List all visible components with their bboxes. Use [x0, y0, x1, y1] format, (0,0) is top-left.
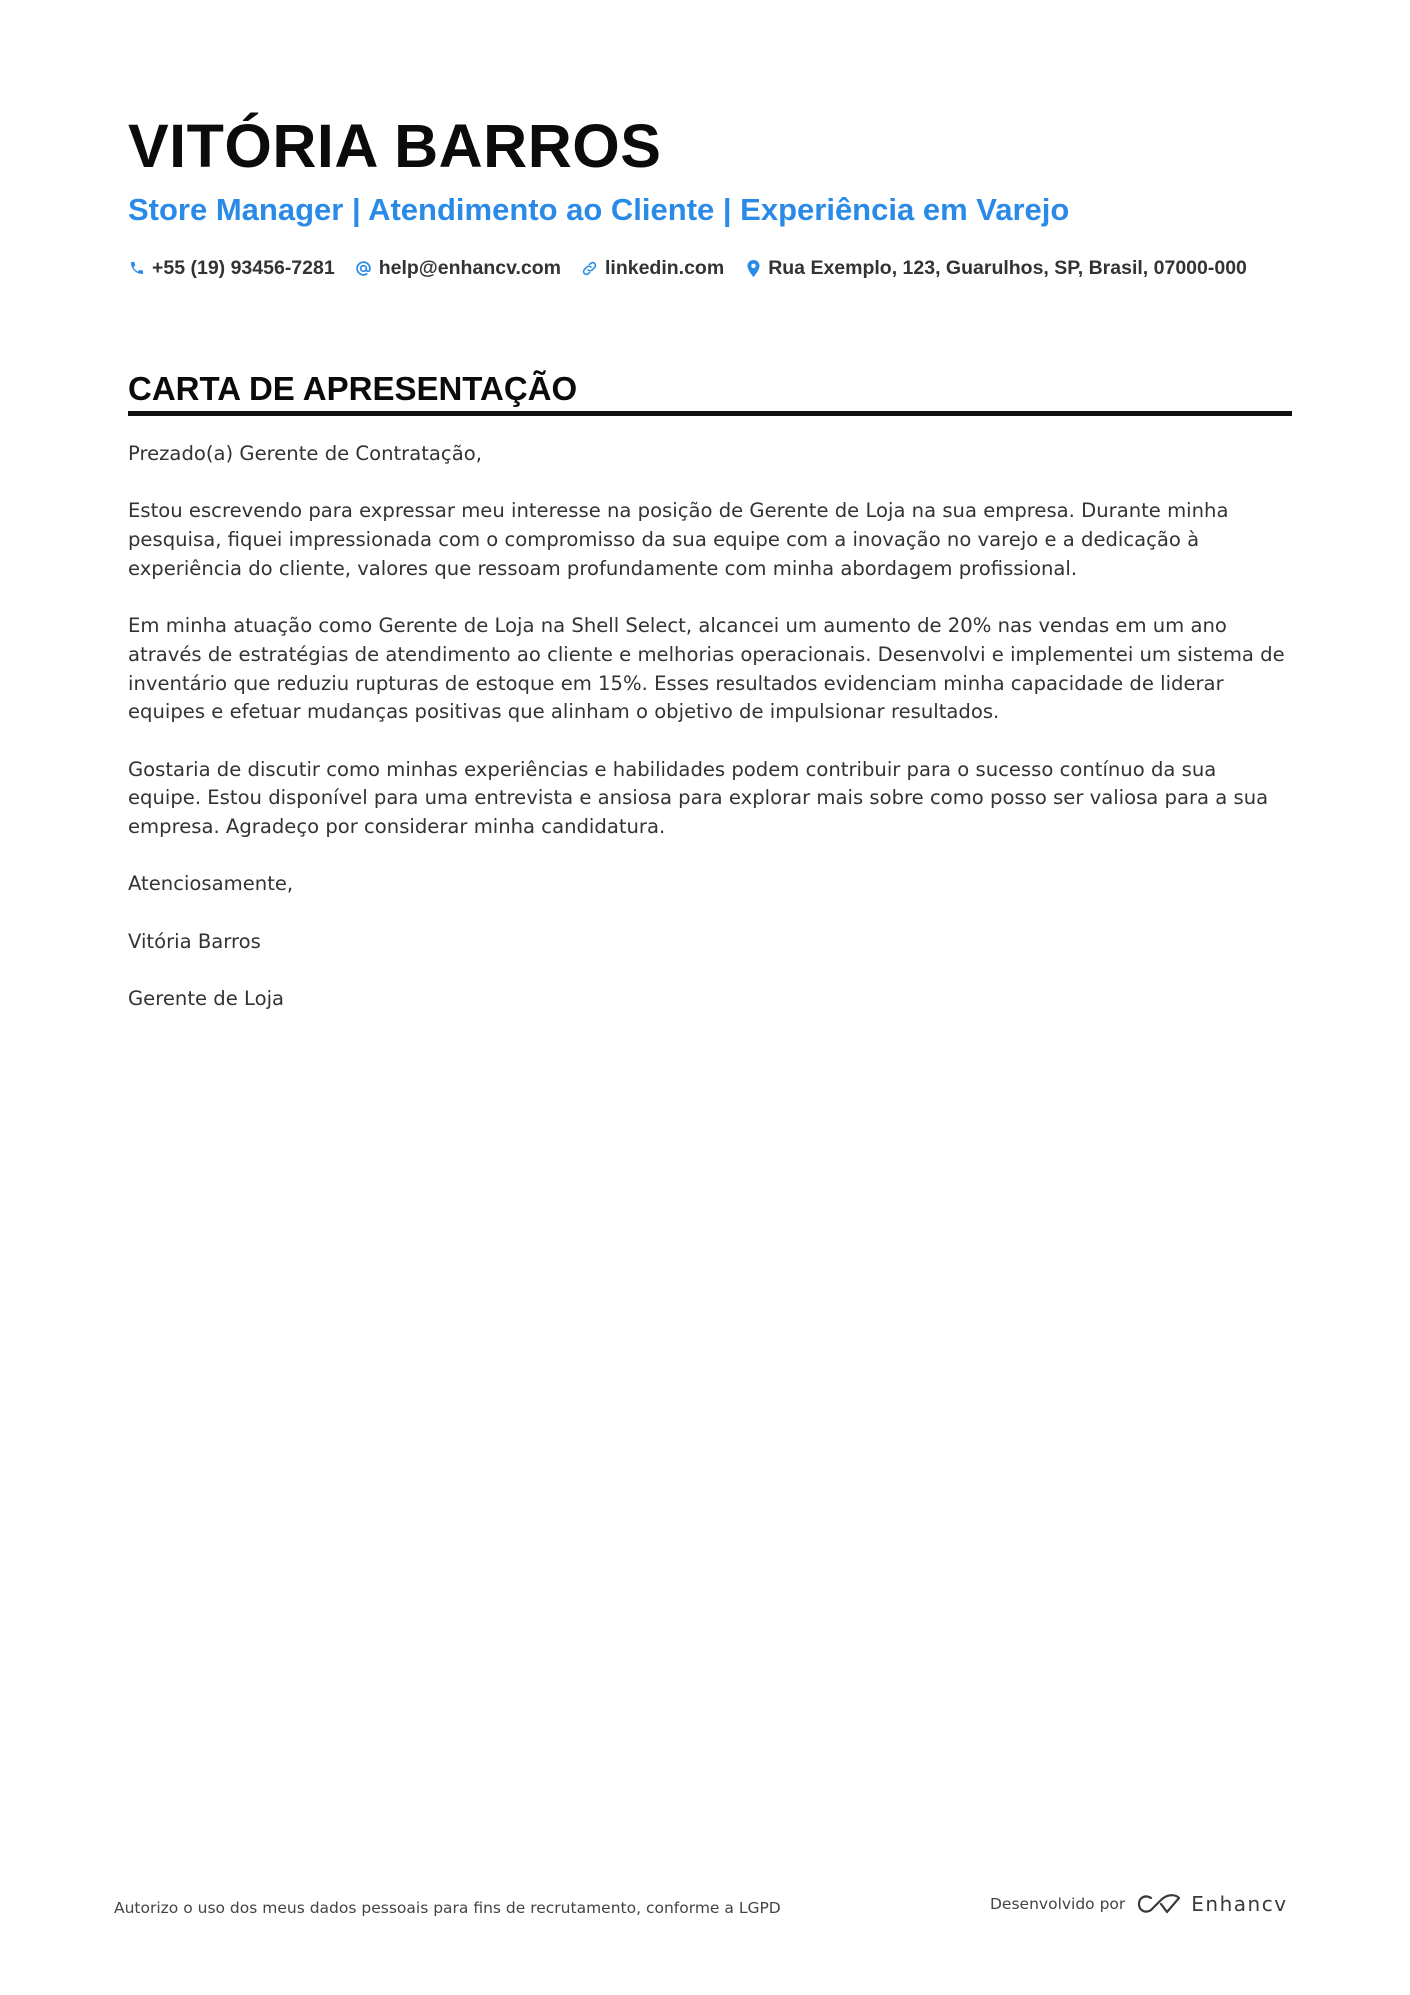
location-pin-icon: [744, 259, 762, 277]
contact-phone[interactable]: [128, 254, 335, 282]
phone-icon: [128, 259, 146, 277]
linkedin-text: linkedin.com: [604, 257, 725, 279]
section-title: CARTA DE APRESENTAÇÃO: [128, 370, 578, 407]
candidate-name: VITÓRIA BARROS: [128, 112, 662, 180]
contact-email[interactable]: [355, 254, 561, 282]
brand-name: Enhancv: [1191, 1892, 1288, 1916]
letter-greeting: Prezado(a) Gerente de Contratação,: [128, 442, 482, 465]
signature-title: Gerente de Loja: [128, 987, 285, 1011]
email-text: help@enhancv.com: [378, 257, 561, 279]
letter-closing: Atenciosamente,: [128, 872, 294, 896]
lgpd-consent-note: Autorizo o uso dos meus dados pessoais para fins de recrutamento, conforme a LGPD: [114, 1899, 781, 1917]
contact-bar: [128, 254, 1267, 282]
letter-paragraph: Em minha atuação como Gerente de Loja na Shell Select, alcancei um aumento de 20% nas vendas em um ano através de estratégias de atendimento ao cliente e melhorias operacionais. Desenvolvi e implementei um sistema de inventário que reduziu rupturas de estoque em 15%. Esses resultados evidenciam minha capacidade de liderar equipes e efetuar mudanças positivas que alinham o objetivo de impulsionar resultados.: [128, 614, 1285, 724]
letter-paragraph: Gostaria de discutir como minhas experiências e habilidades podem contribuir para o sucesso contínuo da sua equipe. Estou disponível para uma entrevista e ansiosa para explorar mais sobre como posso ser valiosa para a sua empresa. Agradeço por considerar minha candidatura.: [128, 757, 1269, 839]
powered-by-label: Desenvolvido por: [990, 1895, 1126, 1913]
letter-paragraph: Estou escrevendo para expressar meu interesse na posição de Gerente de Loja na sua empresa. Durante minha pesquisa, fiquei impressionada com o compromisso da sua equipe com a inovação no varejo e a dedicação à experiência do cliente, valores que ressoam profundamente com minha abordagem profissional.: [128, 499, 1229, 580]
section-divider: [128, 411, 1292, 416]
signature-name: Vitória Barros: [128, 929, 261, 953]
powered-by[interactable]: [990, 1892, 1288, 1916]
contact-linkedin[interactable]: [581, 254, 724, 282]
link-icon: [581, 259, 599, 277]
phone-text: +55 (19) 93456-7281: [152, 257, 335, 279]
address-text: Rua Exemplo, 123, Guarulhos, SP, Brasil, 07000-000: [768, 257, 1247, 279]
contact-address: [744, 254, 1247, 282]
enhancv-logo-icon: [1137, 1892, 1183, 1916]
at-icon: [355, 259, 373, 277]
letter-body: [128, 440, 1292, 1043]
candidate-headline: Store Manager | Atendimento ao Cliente | Experiência em Varejo: [128, 192, 1070, 227]
